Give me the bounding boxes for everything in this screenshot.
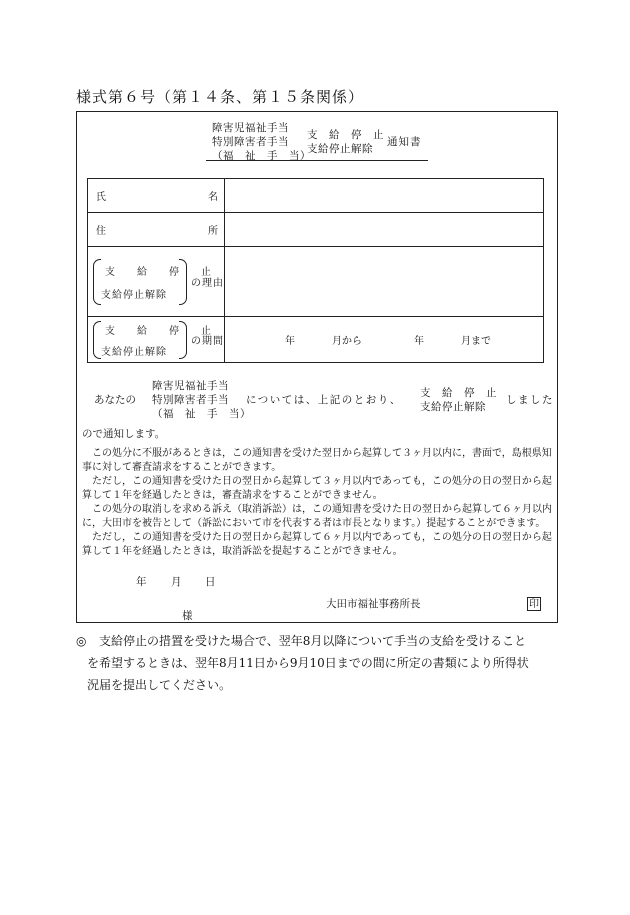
header-action-1: 支 給 停 止 <box>307 129 384 141</box>
appeal-paragraph-1: この処分に不服があるときは，この通知書を受けた翌日から起算して３ヶ月以内に，書面で，島根県知事に対して審査請求をすることができます。 <box>82 448 552 473</box>
reason-row <box>88 247 544 317</box>
date-year: 年 <box>136 576 147 588</box>
statement-allowance-1: 障害児福祉手当 <box>152 380 229 392</box>
name-label-start: 氏 <box>96 192 106 203</box>
address-label-cell <box>88 213 225 247</box>
note-mark: ◎ <box>76 634 87 648</box>
period-row <box>88 317 544 363</box>
date-month: 月 <box>171 576 182 588</box>
statement-action-2: 支給停止解除 <box>420 401 486 413</box>
period-to-year: 年 <box>414 336 424 347</box>
period-suffix: の期間 <box>191 336 224 347</box>
date-day: 日 <box>205 576 216 588</box>
period-option-resume: 支給停止解除 <box>101 346 167 358</box>
period-value-cell[interactable] <box>225 317 544 363</box>
statement-allowance-2: 特別障害者手当 <box>152 394 229 406</box>
period-to-month: 月まで <box>461 336 491 347</box>
note-line-2: を希望するときは、翌年8月11日から9月10日までの間に所定の書類により所得状 <box>87 656 529 670</box>
appeal-paragraphs <box>82 447 552 559</box>
header-allowance-list <box>212 121 311 163</box>
period-option-stop: 支 給 停 止 <box>105 325 217 337</box>
statement-allowance-list <box>152 379 251 421</box>
statement-allowance-3: （福 祉 手 当） <box>152 408 251 420</box>
note-line-1 <box>76 630 558 652</box>
seal-box: 印 <box>529 599 539 610</box>
reason-option-resume: 支給停止解除 <box>101 289 167 301</box>
address-label-start: 住 <box>96 226 106 237</box>
header-allowance-3: （福 祉 手 当） <box>212 150 311 162</box>
header-action-list <box>307 128 384 156</box>
statement-continuation: ので通知します。 <box>82 428 166 440</box>
name-row <box>88 179 544 213</box>
appeal-paragraph-2: ただし，この通知書を受けた日の翌日から起算して３ヶ月以内であっても，この処分の日の翌日から起算して１年を経過したときは，審査請求をすることができません。 <box>82 476 552 501</box>
statement-action-1: 支 給 停 止 <box>420 387 497 399</box>
name-label-end: 名 <box>208 192 218 203</box>
note-block <box>76 630 558 696</box>
header-action-2: 支給停止解除 <box>307 143 373 155</box>
statement-prefix: あなたの <box>94 394 136 406</box>
header-notice: 通知書 <box>387 136 422 148</box>
statement-suffix: しました <box>506 394 554 406</box>
statement-action-list <box>420 386 497 414</box>
reason-option-stop: 支 給 停 止 <box>105 266 217 278</box>
note-line-1-text: 支給停止の措置を受けた場合で、翌年8月以降について手当の支給を受けること <box>99 634 527 648</box>
name-value-cell[interactable] <box>225 179 544 213</box>
reason-label-cell <box>88 247 225 317</box>
recipient-suffix: 様 <box>182 610 193 622</box>
issuer-name: 大田市福祉事務所長 <box>326 598 421 610</box>
reason-value-cell[interactable] <box>225 247 544 317</box>
reason-suffix: の理由 <box>191 278 224 289</box>
header-underline <box>206 160 428 161</box>
address-label-end: 所 <box>208 226 218 237</box>
period-from-month: 月から <box>332 336 362 347</box>
form-title: 様式第６号（第１４条、第１５条関係） <box>76 88 365 106</box>
header-allowance-2: 特別障害者手当 <box>212 136 289 148</box>
info-table <box>87 178 544 363</box>
appeal-paragraph-3: この処分の取消しを求める訴え（取消訴訟）は，この通知書を受けた日の翌日から起算して６ヶ月以内に，大田市を被告として（訴訟において市を代表する者は市長となります。）提起することができます。 <box>82 504 552 529</box>
note-line-3: 況届を提出してください。 <box>87 678 232 692</box>
header-allowance-1: 障害児福祉手当 <box>212 122 289 134</box>
period-from-year: 年 <box>285 336 295 347</box>
appeal-paragraph-4: ただし，この通知書を受けた日の翌日から起算して６ヶ月以内であっても，この処分の日の翌日から起算して１年を経過したときは，取消訴訟を提起することができません。 <box>82 532 552 557</box>
name-label-cell <box>88 179 225 213</box>
address-value-cell[interactable] <box>225 213 544 247</box>
statement-middle: については、上記のとおり、 <box>246 394 402 406</box>
period-fields <box>225 332 543 347</box>
period-label-cell <box>88 317 225 363</box>
address-row <box>88 213 544 247</box>
